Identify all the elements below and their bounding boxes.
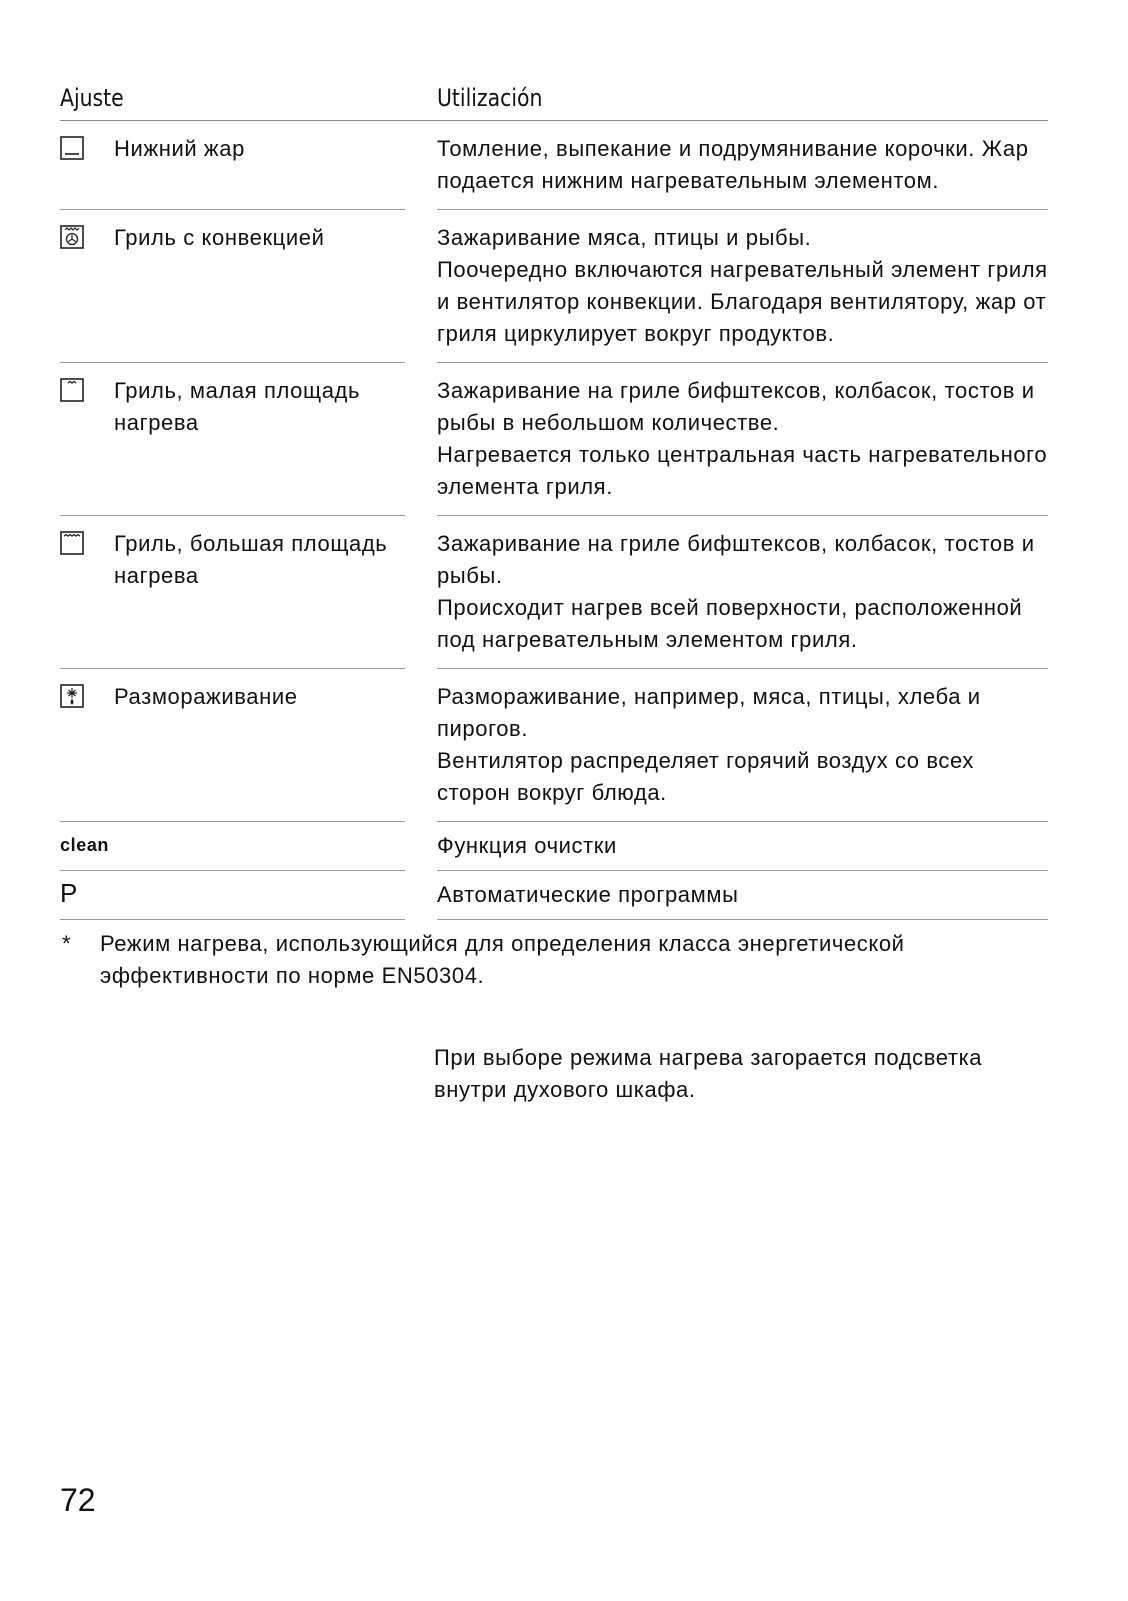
defrost-icon — [60, 684, 84, 708]
table-row — [60, 363, 1048, 516]
table-row — [60, 516, 1048, 669]
footnote-mark: * — [62, 931, 72, 956]
table-header — [60, 80, 1048, 121]
row-label: Гриль, малая площадь нагрева — [114, 378, 361, 435]
row-description — [437, 210, 1048, 363]
clean-label: clean — [60, 835, 110, 855]
description-line: Поочередно включаются нагревательный элемент гриля и вентилятор конвекции. Благодаря вентилятору, жар от гриля циркулирует вокруг продуктов. — [437, 257, 1048, 346]
lighting-note: При выборе режима нагрева загорается подсветка внутри духового шкафа. — [434, 1045, 983, 1102]
table-row-clean — [60, 822, 1048, 871]
row-description — [437, 121, 1048, 210]
table-row — [60, 669, 1048, 822]
footnote — [60, 928, 1048, 992]
description-line: Зажаривание на гриле бифштексов, колбасок, тостов и рыбы в небольшом количестве. — [437, 378, 1035, 435]
description-line: Вентилятор распределяет горячий воздух со всех сторон вокруг блюда. — [437, 748, 974, 805]
row-description: Автоматические программы — [437, 871, 1048, 920]
grill-small-area-icon — [60, 378, 84, 402]
description-line: Размораживание, например, мяса, птицы, хлеба и пирогов. — [437, 684, 981, 741]
table-row — [60, 121, 1048, 210]
row-description — [437, 669, 1048, 822]
row-label: Нижний жар — [114, 136, 245, 161]
row-description — [437, 516, 1048, 669]
description-line: Нагревается только центральная часть нагревательного элемента гриля. — [437, 442, 1048, 499]
description-line: Томление, выпекание и подрумянивание корочки. Жар подается нижним нагревательным элементом. — [437, 136, 1029, 193]
table-row-programs — [60, 871, 1048, 920]
bottom-heat-icon — [60, 136, 84, 160]
row-description: Функция очистки — [437, 822, 1048, 871]
function-table — [60, 80, 1048, 992]
header-ajuste: Ajuste — [60, 84, 124, 112]
description-line: Зажаривание мяса, птицы и рыбы. — [437, 225, 812, 250]
row-label: Гриль с конвекцией — [114, 225, 325, 250]
footnote-text: Режим нагрева, использующийся для определения класса энергетической эффективности по норме EN50304. — [100, 931, 905, 988]
row-description — [437, 363, 1048, 516]
grill-large-area-icon — [60, 531, 84, 555]
header-utilizacion: Utilización — [437, 84, 543, 112]
row-label: Гриль, большая площадь нагрева — [114, 531, 388, 588]
description-line: Происходит нагрев всей поверхности, расположенной под нагревательным элементом гриля. — [437, 595, 1023, 652]
programs-label: P — [60, 878, 78, 908]
grill-convection-icon — [60, 225, 84, 249]
description-line: Зажаривание на гриле бифштексов, колбасок, тостов и рыбы. — [437, 531, 1035, 588]
page-number: 72 — [60, 1482, 96, 1518]
row-label: Размораживание — [114, 684, 298, 709]
table-row — [60, 210, 1048, 363]
